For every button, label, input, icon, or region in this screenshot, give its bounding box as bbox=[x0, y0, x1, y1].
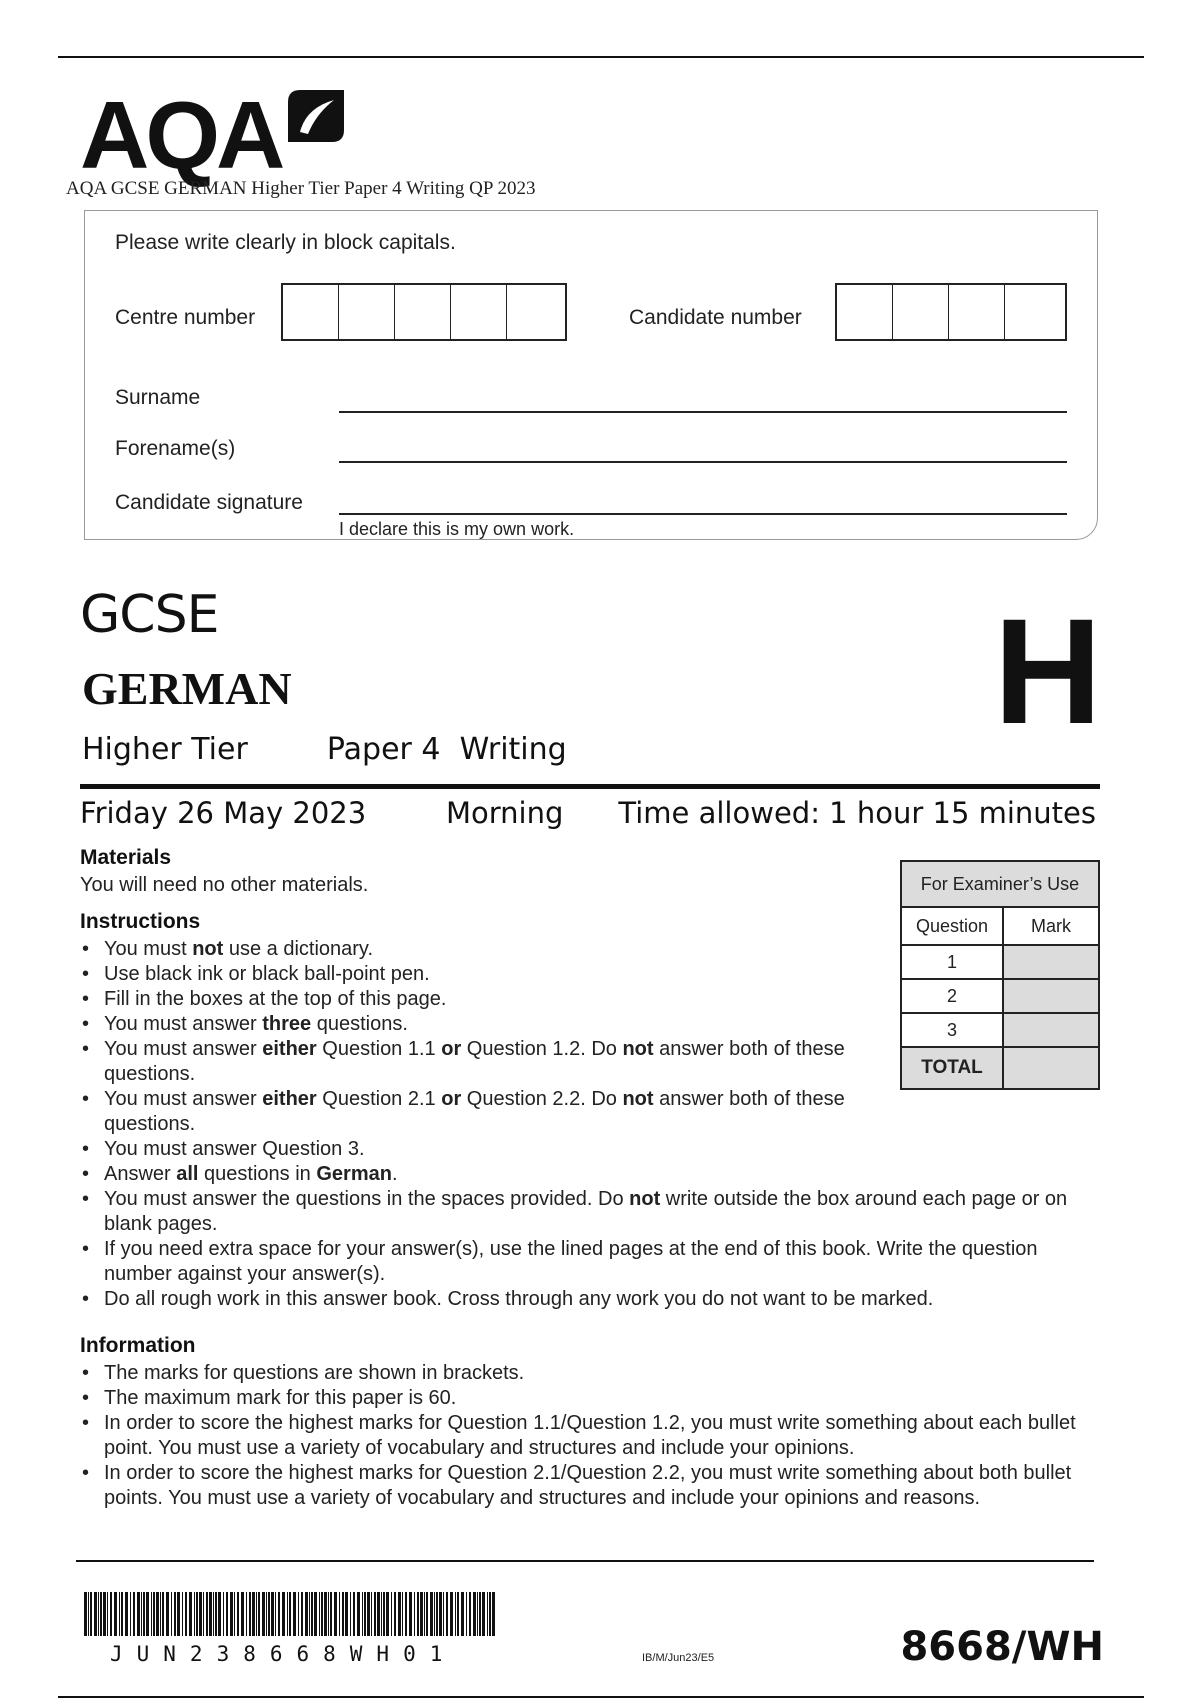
barcode-bar bbox=[311, 1592, 313, 1636]
barcode-bar bbox=[249, 1592, 251, 1636]
barcode-bar bbox=[479, 1592, 481, 1636]
barcode-bar bbox=[324, 1592, 327, 1636]
centre-digit-box[interactable] bbox=[395, 285, 451, 339]
barcode-bar bbox=[398, 1592, 401, 1636]
barcode-bar bbox=[386, 1592, 389, 1636]
document-reference: AQA GCSE GERMAN Higher Tier Paper 4 Writing QP 2023 bbox=[66, 178, 536, 199]
instruction-item: • You must answer three questions. bbox=[104, 1012, 864, 1037]
tier-label: Higher Tier bbox=[82, 732, 248, 767]
candidate-digit-box[interactable] bbox=[837, 285, 893, 339]
aqa-logo bbox=[80, 82, 350, 189]
information-section bbox=[80, 1334, 1114, 1511]
barcode-bar bbox=[94, 1592, 97, 1636]
barcode-bar bbox=[252, 1592, 255, 1636]
declaration-text: I declare this is my own work. bbox=[339, 519, 575, 539]
barcode-bar bbox=[492, 1592, 495, 1636]
barcode-bar bbox=[381, 1592, 382, 1636]
barcode-bar bbox=[417, 1592, 419, 1636]
barcode-bar bbox=[209, 1592, 212, 1636]
barcode-bar bbox=[241, 1592, 244, 1636]
barcode-bar bbox=[121, 1592, 123, 1636]
instruction-item: • You must answer either Question 1.1 or Question 1.2. Do not answer both of these questions. bbox=[104, 1037, 864, 1087]
barcode-bar bbox=[271, 1592, 274, 1636]
barcode-bar bbox=[367, 1592, 370, 1636]
barcode-bar bbox=[487, 1592, 488, 1636]
information-item: • The marks for questions are shown in brackets. bbox=[104, 1361, 1114, 1386]
information-item: • In order to score the highest marks for Question 2.1/Question 2.2, you must write something about both bullet points. You must use a variety of vocabulary and structures and include your opinions and reasons. bbox=[104, 1461, 1114, 1511]
tier-paper-line bbox=[82, 732, 567, 767]
mark-cell bbox=[1003, 979, 1099, 1013]
instruction-item: • Do all rough work in this answer book. Cross through any work you do not want to be marked. bbox=[104, 1287, 1104, 1312]
barcode-bar bbox=[84, 1592, 87, 1636]
barcode-bar bbox=[489, 1592, 491, 1636]
qualification-title: GCSE bbox=[80, 585, 219, 645]
centre-number-label: Centre number bbox=[115, 306, 256, 329]
barcode-bar bbox=[287, 1592, 288, 1636]
top-rule bbox=[58, 56, 1144, 58]
barcode-bar bbox=[278, 1592, 280, 1636]
question-column-header: Question bbox=[901, 907, 1003, 945]
barcode-bar bbox=[258, 1592, 260, 1636]
barcode-bar bbox=[469, 1592, 471, 1636]
exam-date: Friday 26 May 2023 bbox=[80, 796, 367, 830]
barcode-bar bbox=[141, 1592, 142, 1636]
barcode-bar bbox=[230, 1592, 233, 1636]
barcode-bar bbox=[446, 1592, 448, 1636]
instructions-heading: Instructions bbox=[80, 910, 201, 933]
barcode-bar bbox=[119, 1592, 120, 1636]
barcode-bar bbox=[457, 1592, 459, 1636]
barcode-bar bbox=[146, 1592, 149, 1636]
print-reference: IB/M/Jun23/E5 bbox=[642, 1652, 715, 1664]
total-mark-cell bbox=[1003, 1047, 1099, 1089]
examiner-use-table bbox=[900, 860, 1100, 1090]
barcode-bar bbox=[342, 1592, 344, 1636]
time-allowed: Time allowed: 1 hour 15 minutes bbox=[618, 796, 1096, 830]
barcode-bar bbox=[133, 1592, 135, 1636]
mark-cell bbox=[1003, 945, 1099, 979]
barcode-bar bbox=[151, 1592, 152, 1636]
barcode-bar bbox=[194, 1592, 195, 1636]
mark-cell bbox=[1003, 1013, 1099, 1047]
instruction-item: • Use black ink or black ball-point pen. bbox=[104, 962, 864, 987]
barcode-bar bbox=[182, 1592, 183, 1636]
barcode-bar bbox=[353, 1592, 355, 1636]
barcode-bar bbox=[237, 1592, 239, 1636]
barcode-bar bbox=[305, 1592, 308, 1636]
barcode-bar bbox=[98, 1592, 99, 1636]
title-rule bbox=[80, 784, 1100, 789]
barcode-bar bbox=[293, 1592, 296, 1636]
barcode-bar bbox=[426, 1592, 428, 1636]
barcode-bar bbox=[334, 1592, 337, 1636]
candidate-digit-box[interactable] bbox=[893, 285, 949, 339]
barcode-bar bbox=[405, 1592, 407, 1636]
barcode-bar bbox=[218, 1592, 221, 1636]
paper-code: 8668/WH bbox=[900, 1624, 1104, 1670]
candidate-digit-box[interactable] bbox=[949, 285, 1005, 339]
barcode-bar bbox=[262, 1592, 265, 1636]
barcode-bar bbox=[203, 1592, 204, 1636]
instruction-item: • You must answer the questions in the spaces provided. Do not write outside the box around each page or on blank pages. bbox=[104, 1187, 1104, 1237]
candidate-number-boxes[interactable] bbox=[835, 283, 1067, 341]
barcode-bar bbox=[477, 1592, 478, 1636]
signature-field[interactable] bbox=[339, 513, 1067, 515]
question-number: 1 bbox=[901, 945, 1003, 979]
barcode-bar bbox=[213, 1592, 214, 1636]
barcode-bar bbox=[114, 1592, 117, 1636]
barcode-bar bbox=[434, 1592, 435, 1636]
barcode-bar bbox=[420, 1592, 423, 1636]
barcode-bar bbox=[196, 1592, 198, 1636]
barcode-bar bbox=[90, 1592, 92, 1636]
question-number: 2 bbox=[901, 979, 1003, 1013]
barcode-bar bbox=[482, 1592, 485, 1636]
barcode-bar bbox=[206, 1592, 208, 1636]
barcode-bar bbox=[223, 1592, 224, 1636]
tier-letter: H bbox=[993, 587, 1102, 755]
information-item: • The maximum mark for this paper is 60. bbox=[104, 1386, 1114, 1411]
barcode-bar bbox=[282, 1592, 285, 1636]
barcode-bar bbox=[309, 1592, 310, 1636]
barcode-bar bbox=[226, 1592, 228, 1636]
barcode-bar bbox=[461, 1592, 464, 1636]
surname-field[interactable] bbox=[339, 411, 1067, 413]
information-list bbox=[80, 1361, 1114, 1511]
barcode-bar bbox=[125, 1592, 128, 1636]
centre-digit-box[interactable] bbox=[339, 285, 395, 339]
barcode-bar bbox=[402, 1592, 403, 1636]
barcode-bar bbox=[314, 1592, 317, 1636]
question-number: 3 bbox=[901, 1013, 1003, 1047]
barcode-bar bbox=[414, 1592, 415, 1636]
barcode-bar bbox=[130, 1592, 131, 1636]
candidate-digit-box[interactable] bbox=[1005, 285, 1061, 339]
subject-title: GERMAN bbox=[82, 663, 292, 714]
barcode-bar bbox=[88, 1592, 89, 1636]
barcode-bar bbox=[143, 1592, 145, 1636]
barcode-bar bbox=[394, 1592, 396, 1636]
barcode-bar bbox=[160, 1592, 161, 1636]
examiner-table-title: For Examiner’s Use bbox=[901, 861, 1099, 907]
barcode-bar bbox=[443, 1592, 444, 1636]
centre-digit-box[interactable] bbox=[283, 285, 339, 339]
barcode-bar bbox=[362, 1592, 363, 1636]
barcode-bar bbox=[328, 1592, 329, 1636]
barcode-bar bbox=[455, 1592, 456, 1636]
exam-session: Morning bbox=[446, 796, 564, 830]
barcode-bar bbox=[199, 1592, 202, 1636]
materials-text: You will need no other materials. bbox=[80, 874, 369, 896]
paper-label: Paper 4 Writing bbox=[326, 732, 567, 767]
information-heading: Information bbox=[80, 1334, 196, 1357]
forename-field[interactable] bbox=[339, 461, 1067, 463]
barcode-bar bbox=[350, 1592, 351, 1636]
materials-heading: Materials bbox=[80, 846, 172, 869]
barcode-bar bbox=[289, 1592, 291, 1636]
surname-label: Surname bbox=[115, 386, 201, 409]
barcode-bar bbox=[156, 1592, 159, 1636]
barcode-bar bbox=[215, 1592, 217, 1636]
centre-digit-box[interactable] bbox=[451, 285, 507, 339]
barcode-bar bbox=[377, 1592, 380, 1636]
barcode-bar bbox=[137, 1592, 140, 1636]
aqa-leaf-icon bbox=[286, 88, 346, 144]
barcode-bar bbox=[153, 1592, 155, 1636]
barcode-bar bbox=[246, 1592, 247, 1636]
information-item: • In order to score the highest marks for Question 1.1/Question 1.2, you must write something about each bullet point. You must use a variety of vocabulary and structures and include your opinions. bbox=[104, 1411, 1114, 1461]
barcode-bar bbox=[100, 1592, 102, 1636]
centre-digit-box[interactable] bbox=[507, 285, 563, 339]
bottom-rule bbox=[58, 1696, 1144, 1698]
materials-section bbox=[80, 846, 860, 898]
total-label: TOTAL bbox=[901, 1047, 1003, 1089]
candidate-details-box bbox=[84, 210, 1098, 540]
barcode-bar bbox=[275, 1592, 276, 1636]
barcode-bar bbox=[439, 1592, 442, 1636]
barcode-bar bbox=[374, 1592, 376, 1636]
instruction-item: • You must not use a dictionary. bbox=[104, 937, 864, 962]
instruction-item: • Answer all questions in German. bbox=[104, 1162, 864, 1187]
barcode-bar bbox=[391, 1592, 392, 1636]
instruction-item: • If you need extra space for your answer(s), use the lined pages at the end of this book. Write the question number against your answer(s). bbox=[104, 1237, 1104, 1287]
barcode-bar bbox=[321, 1592, 323, 1636]
instruction-item: • You must answer either Question 2.1 or Question 2.2. Do not answer both of these questions. bbox=[104, 1087, 864, 1137]
mark-column-header: Mark bbox=[1003, 907, 1099, 945]
barcode-bar bbox=[424, 1592, 425, 1636]
barcode-bar bbox=[450, 1592, 453, 1636]
barcode-bar bbox=[371, 1592, 372, 1636]
barcode-text: JUN238668WH01 bbox=[110, 1642, 457, 1666]
footer-rule bbox=[76, 1560, 1094, 1562]
barcode-bar bbox=[298, 1592, 299, 1636]
barcode-bar bbox=[171, 1592, 172, 1636]
barcode-bar bbox=[364, 1592, 366, 1636]
barcode-bar bbox=[174, 1592, 176, 1636]
barcode-bar bbox=[330, 1592, 332, 1636]
barcode-bar bbox=[107, 1592, 108, 1636]
candidate-number-label: Candidate number bbox=[629, 306, 802, 329]
barcode-bar bbox=[268, 1592, 270, 1636]
barcode-bar bbox=[339, 1592, 340, 1636]
barcode-bar bbox=[103, 1592, 106, 1636]
barcode-bar bbox=[436, 1592, 438, 1636]
centre-number-boxes[interactable] bbox=[281, 283, 567, 341]
barcode-bar bbox=[357, 1592, 360, 1636]
barcode-bar bbox=[234, 1592, 235, 1636]
barcode-bar bbox=[166, 1592, 169, 1636]
barcode-bar bbox=[256, 1592, 257, 1636]
barcode-bar bbox=[110, 1592, 112, 1636]
barcode-bar bbox=[383, 1592, 385, 1636]
barcode-bar bbox=[345, 1592, 348, 1636]
signature-label: Candidate signature bbox=[115, 491, 303, 514]
barcode-bar bbox=[177, 1592, 180, 1636]
barcode-bar bbox=[185, 1592, 187, 1636]
forename-label: Forename(s) bbox=[115, 437, 236, 460]
instruction-item: • You must answer Question 3. bbox=[104, 1137, 864, 1162]
barcode-bar bbox=[266, 1592, 267, 1636]
instruction-item: • Fill in the boxes at the top of this page. bbox=[104, 987, 864, 1012]
barcode-bar bbox=[319, 1592, 320, 1636]
barcode-bar bbox=[301, 1592, 303, 1636]
barcode-bar bbox=[466, 1592, 467, 1636]
barcode-bar bbox=[189, 1592, 192, 1636]
block-capitals-instruction: Please write clearly in block capitals. bbox=[115, 231, 456, 254]
barcode-bar bbox=[430, 1592, 433, 1636]
aqa-logo-text: AQA bbox=[80, 82, 282, 189]
barcode-bar bbox=[409, 1592, 412, 1636]
barcode-bar bbox=[162, 1592, 164, 1636]
barcode-bar bbox=[473, 1592, 476, 1636]
